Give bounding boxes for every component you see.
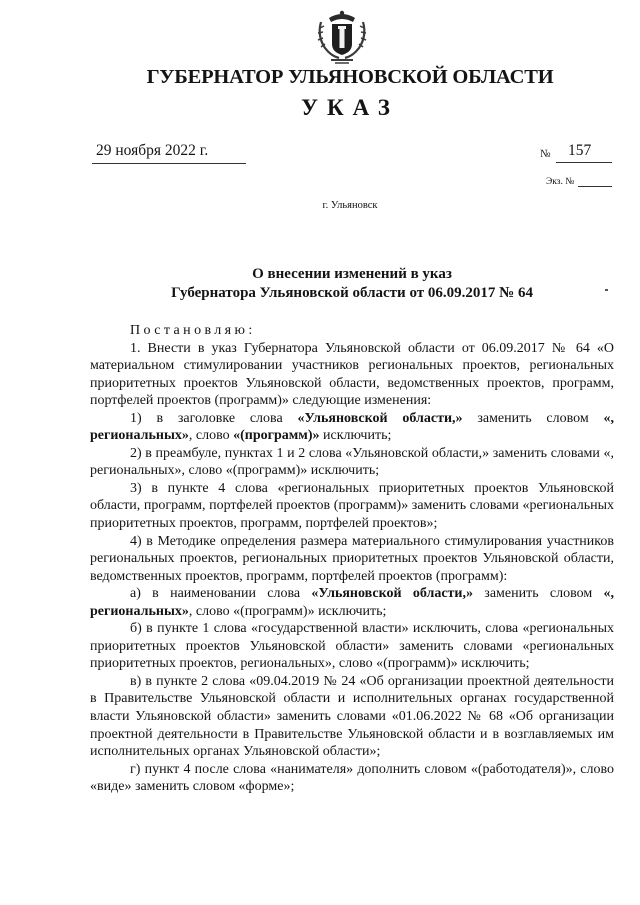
text-run: , слово «(программ)» исключить; [188,603,387,619]
bold-run: «, региональных» [90,410,614,444]
copy-number-underline [578,186,612,187]
text-run: 1) в заголовке слова [130,410,298,426]
coat-of-arms-icon [315,8,369,66]
scan-speck [605,289,608,291]
paragraph-item-v: в) в пункте 2 слова «09.04.2019 № 24 «Об организации проектной деятельности в Правительстве Ульяновской области и исполнительных органах государственной власти Ульяновской области» заменить словами «01.06.2022 № 68 «Об организации проектной деятельности в Правительстве Ульяновской области и в возглавляемых им исполнительных органах Ульяновской области»; [90,673,614,760]
number-underline [556,162,612,163]
copy-number-label: Экз. № [546,177,575,187]
text-run: , слово [188,428,234,444]
date-underline [92,163,246,164]
subject-line-1: О внесении изменений в указ [252,266,452,282]
issuer-title: ГУБЕРНАТОР УЛЬЯНОВСКОЙ ОБЛАСТИ [146,66,554,88]
paragraph-item-2: 2) в преамбуле, пунктах 1 и 2 слова «Ульяновской области,» заменить словами «, региональных», слово «(программ)» исключить; [90,445,614,479]
document-type: УКАЗ [301,95,399,120]
text-run: заменить словом [462,410,604,426]
paragraph-item-3: 3) в пункте 4 слова «региональных приоритетных проектов Ульяновской области, программ, портфелей проектов (программ)» заменить словами «региональных приоритетных проектов, программ, портфелей проектов»; [90,480,614,532]
bold-run: «(программ)» [233,428,320,444]
paragraph-item-1 [90,410,614,445]
number-label: № [540,148,551,160]
intro-paragraph: Постановляю: [130,323,256,338]
bold-run: «Ульяновской области,» [311,586,473,602]
text-run: заменить словом [473,586,604,602]
paragraph-item-b: б) в пункте 1 слова «государственной власти» исключить, слова «региональных приоритетных проектов Ульяновской области» заменить словами «региональных приоритетных проектов, региональных», слово «(программ)» исключить; [90,621,614,672]
document-date: 29 ноября 2022 г. [96,142,209,159]
document-subject [90,265,614,303]
paragraph-item-g: г) пункт 4 после слова «нанимателя» дополнить словом «(работодателя)», слово «виде» заменить словом «форме»; [90,761,614,795]
text-run: а) в наименовании слова [130,586,312,602]
paragraph-1: 1. Внести в указ Губернатора Ульяновской области от 06.09.2017 № 64 «О материальном стимулировании участников региональных проектов, региональных приоритетных проектов Ульяновской области, ведомственных проектов, программ, портфелей проектов (программ)» следующие изменения: [90,340,614,409]
city: г. Ульяновск [322,200,378,211]
paragraph-item-4: 4) в Методике определения размера материального стимулирования участников региональных проектов, региональных приоритетных проектов Ульяновской области, ведомственных проектов, программ, портфелей проектов (программ): [90,533,614,584]
bold-run: «Ульяновской области,» [297,410,463,426]
document-body [90,322,614,796]
subject-line-2: Губернатора Ульяновской области от 06.09.2017 № 64 [171,285,533,301]
text-run: исключить; [319,428,392,444]
document-number: 157 [568,142,592,159]
paragraph-item-a [90,585,614,620]
bold-run: «, региональных» [90,586,614,619]
